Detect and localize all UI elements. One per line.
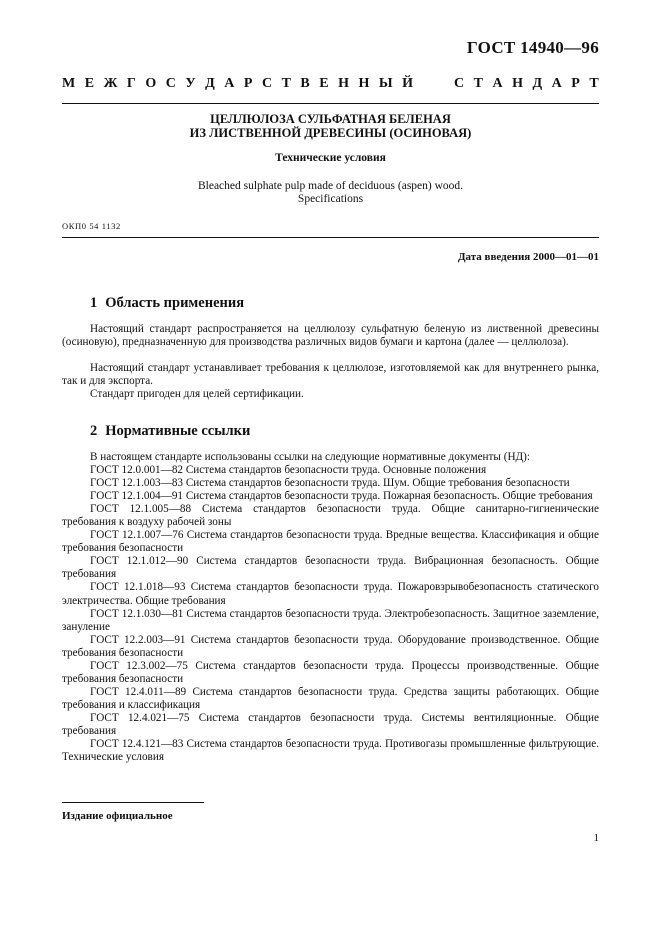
banner-word-1-letter: О: [145, 76, 157, 91]
reference-item: ГОСТ 12.4.011—89 Система стандартов безопасности труда. Средства защиты работающих. Общие требования и классификация: [62, 685, 599, 711]
banner-word-1-letter: С: [261, 76, 273, 91]
gost-code: ГОСТ 14940—96: [466, 38, 599, 57]
normative-references: [62, 451, 599, 764]
section-1-paragraph-1: Настоящий стандарт распространяется на целлюлозу сульфатную беленую из лиственной древесины (осиновую), предназначенную для производства различных видов бумаги и картона (далее — целлюлоза).: [62, 323, 599, 349]
banner-word-1-letter: Е: [84, 76, 95, 91]
banner-word-1-letter: Н: [358, 76, 370, 91]
section-2-heading: [90, 423, 250, 440]
middle-rule: [62, 237, 599, 238]
banner-word-2-letter: Р: [571, 76, 580, 91]
reference-item: ГОСТ 12.1.004—91 Система стандартов безопасности труда. Пожарная безопасность. Общие требования: [90, 490, 593, 503]
section-1-title: Область применения: [105, 295, 245, 311]
banner-word-1-letter: Г: [126, 76, 136, 91]
banner-word-1-letter: А: [224, 76, 235, 91]
title-line-2: ИЗ ЛИСТВЕННОЙ ДРЕВЕСИНЫ (ОСИНОВАЯ): [189, 126, 472, 140]
banner-word-1-letter: М: [62, 76, 76, 91]
banner-word-2-letter: С: [454, 76, 465, 91]
page-number: 1: [593, 832, 599, 844]
top-rule: [62, 103, 599, 104]
banner-word-2-letter: А: [492, 76, 503, 91]
banner-word-2-letter: А: [551, 76, 562, 91]
banner-word-2-letter: Д: [532, 76, 543, 91]
english-title-line-1: Bleached sulphate pulp made of deciduous (aspen) wood.: [197, 180, 464, 192]
standard-type-banner: [62, 76, 599, 96]
reference-item: ГОСТ 12.4.121—83 Система стандартов безопасности труда. Противогазы промышленные фильтрующие. Технические условия: [62, 738, 599, 764]
reference-item: ГОСТ 12.1.005—88 Система стандартов безопасности труда. Общие санитарно-гигиенические требования к воздуху рабочей зоны: [62, 503, 599, 529]
banner-word-1-letter: У: [185, 76, 196, 91]
document-subtitle: Технические условия: [275, 152, 386, 164]
reference-item: ГОСТ 12.1.012—90 Система стандартов безопасности труда. Вибрационная безопасность. Общие требования: [62, 555, 599, 581]
banner-word-1-letter: Д: [205, 76, 215, 91]
section-2-title: Нормативные ссылки: [105, 423, 251, 439]
banner-word-gap: [423, 76, 445, 96]
banner-word-1-letter: Ж: [103, 76, 118, 91]
banner-word-1-letter: Й: [402, 76, 414, 91]
banner-word-1-letter: Ы: [378, 76, 393, 91]
references-intro: В настоящем стандарте использованы ссылки на следующие нормативные документы (НД):: [90, 451, 531, 463]
section-1-heading: [90, 295, 244, 312]
banner-word-2-letter: Н: [512, 76, 524, 91]
banner-word-1-letter: Р: [243, 76, 253, 91]
reference-item: ГОСТ 12.0.001—82 Система стандартов безопасности труда. Основные положения: [90, 464, 487, 477]
document-title: [0, 112, 661, 140]
section-1-paragraph-2: Настоящий стандарт устанавливает требования к целлюлозе, изготовляемой как для внутреннего рынка, так и для экспорта.: [62, 362, 599, 388]
reference-item: ГОСТ 12.4.021—75 Система стандартов безопасности труда. Системы вентиляционные. Общие требования: [62, 711, 599, 737]
title-line-1: ЦЕЛЛЮЛОЗА СУЛЬФАТНАЯ БЕЛЕНАЯ: [210, 112, 451, 126]
banner-word-2-letter: Т: [589, 76, 599, 91]
reference-item: ГОСТ 12.1.003—83 Система стандартов безопасности труда. Шум. Общие требования безопасности: [90, 477, 570, 490]
banner-word-1-letter: С: [165, 76, 176, 91]
official-edition-label: Издание официальное: [62, 810, 173, 822]
footer-rule: [62, 802, 204, 803]
reference-item: ГОСТ 12.1.007—76 Система стандартов безопасности труда. Вредные вещества. Классификация и общие требования безопасности: [62, 529, 599, 555]
reference-item: ГОСТ 12.1.030—81 Система стандартов безопасности труда. Электробезопасность. Защитное заземление, зануление: [62, 607, 599, 633]
banner-word-1-letter: Н: [338, 76, 349, 91]
reference-item: ГОСТ 12.1.018—93 Система стандартов безопасности труда. Пожаровзрывобезопасность статического электричества. Общие требования: [62, 581, 599, 607]
section-1-number: 1: [90, 295, 98, 311]
banner-word-1-letter: Е: [319, 76, 329, 91]
english-title-line-2: Specifications: [297, 193, 364, 205]
introduction-date: Дата введения 2000—01—01: [457, 251, 599, 263]
reference-item: ГОСТ 12.2.003—91 Система стандартов безопасности труда. Оборудование производственное. Общие требования безопасности: [62, 633, 599, 659]
banner-word-2-letter: Т: [473, 76, 483, 91]
banner-word-1-letter: В: [300, 76, 310, 91]
section-2-number: 2: [90, 423, 98, 439]
section-1-paragraph-3: Стандарт пригоден для целей сертификации.: [90, 388, 304, 400]
english-title: [0, 180, 661, 206]
okpo-code: ОКП0 54 1132: [62, 221, 121, 231]
reference-item: ГОСТ 12.3.002—75 Система стандартов безопасности труда. Процессы производственные. Общие требования безопасности: [62, 659, 599, 685]
banner-word-1-letter: Т: [281, 76, 291, 91]
